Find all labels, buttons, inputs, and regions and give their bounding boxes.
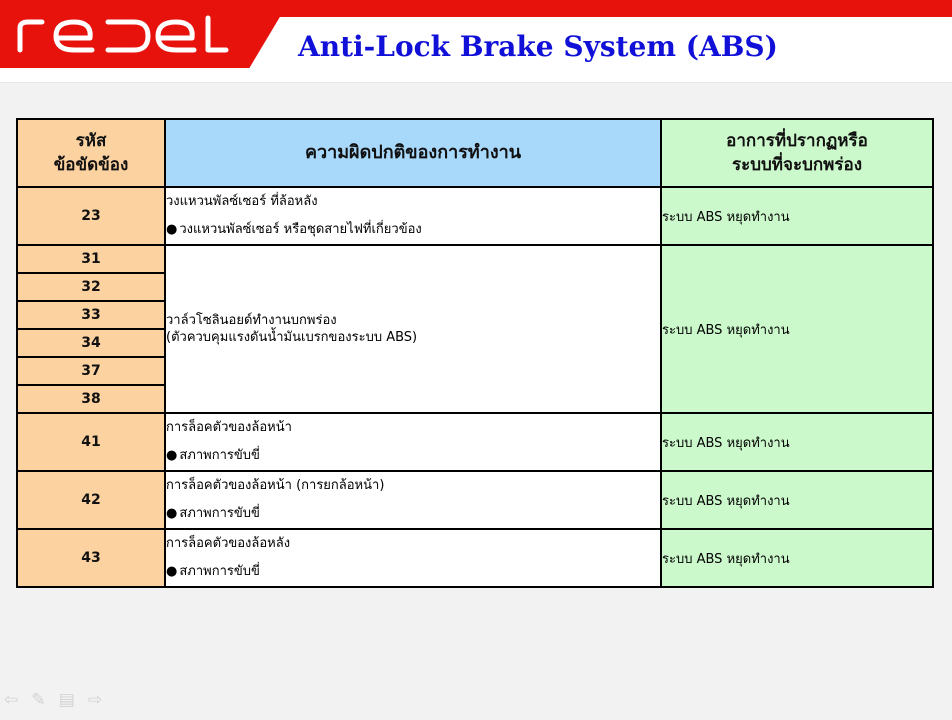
- table-row: [17, 471, 933, 529]
- error-code-cell: 38: [17, 385, 165, 413]
- error-code-cell: 42: [17, 471, 165, 529]
- error-code-cell: 23: [17, 187, 165, 245]
- pen-icon[interactable]: ✎: [31, 690, 46, 710]
- symptom-cell: ระบบ ABS หยุดทำงาน: [661, 187, 933, 245]
- error-code-cell: 43: [17, 529, 165, 587]
- malfunction-cell: วงแหวนพัลซ์เซอร์ ที่ล้อหลัง ● วงแหวนพัลซ์เซอร์ หรือชุดสายไฟที่เกี่ยวข้อง: [165, 187, 661, 245]
- error-code-cell: 41: [17, 413, 165, 471]
- slideshow-nav: [4, 690, 124, 712]
- rebel-logo: [12, 12, 232, 56]
- error-code-cell: 34: [17, 329, 165, 357]
- table-row: [17, 245, 933, 273]
- malfunction-cell: การล็อคตัวของล้อหลัง ● สภาพการขับขี่: [165, 529, 661, 587]
- table-row: [17, 413, 933, 471]
- table-row: [17, 187, 933, 245]
- forward-arrow-icon[interactable]: ⇨: [87, 690, 103, 710]
- malfunction-cell: การล็อคตัวของล้อหน้า (การยกล้อหน้า) ● สภาพการขับขี่: [165, 471, 661, 529]
- menu-icon[interactable]: ▤: [58, 690, 75, 710]
- error-code-cell: 37: [17, 357, 165, 385]
- symptom-cell: ระบบ ABS หยุดทำงาน: [661, 245, 933, 413]
- table-header-row: [17, 119, 933, 187]
- error-code-cell: 31: [17, 245, 165, 273]
- header-error-code: รหัส ข้อขัดข้อง: [17, 119, 165, 187]
- symptom-cell: ระบบ ABS หยุดทำงาน: [661, 413, 933, 471]
- slide-title: Anti-Lock Brake System (ABS): [298, 30, 778, 63]
- error-code-cell: 32: [17, 273, 165, 301]
- header-malfunction: ความผิดปกติของการทำงาน: [165, 119, 661, 187]
- malfunction-cell: วาล์วโซลินอยด์ทำงานบกพร่อง (ตัวควบคุมแรงดันน้ำมันเบรกของระบบ ABS): [165, 245, 661, 413]
- slide-header: [0, 0, 952, 82]
- malfunction-cell: การล็อคตัวของล้อหน้า ● สภาพการขับขี่: [165, 413, 661, 471]
- header-symptom: อาการที่ปรากฏหรือ ระบบที่จะบกพร่อง: [661, 119, 933, 187]
- table-row: [17, 529, 933, 587]
- symptom-cell: ระบบ ABS หยุดทำงาน: [661, 471, 933, 529]
- back-arrow-icon[interactable]: ⇦: [4, 690, 19, 710]
- abs-error-code-table: [16, 118, 934, 588]
- symptom-cell: ระบบ ABS หยุดทำงาน: [661, 529, 933, 587]
- header-divider: [0, 82, 952, 83]
- error-code-cell: 33: [17, 301, 165, 329]
